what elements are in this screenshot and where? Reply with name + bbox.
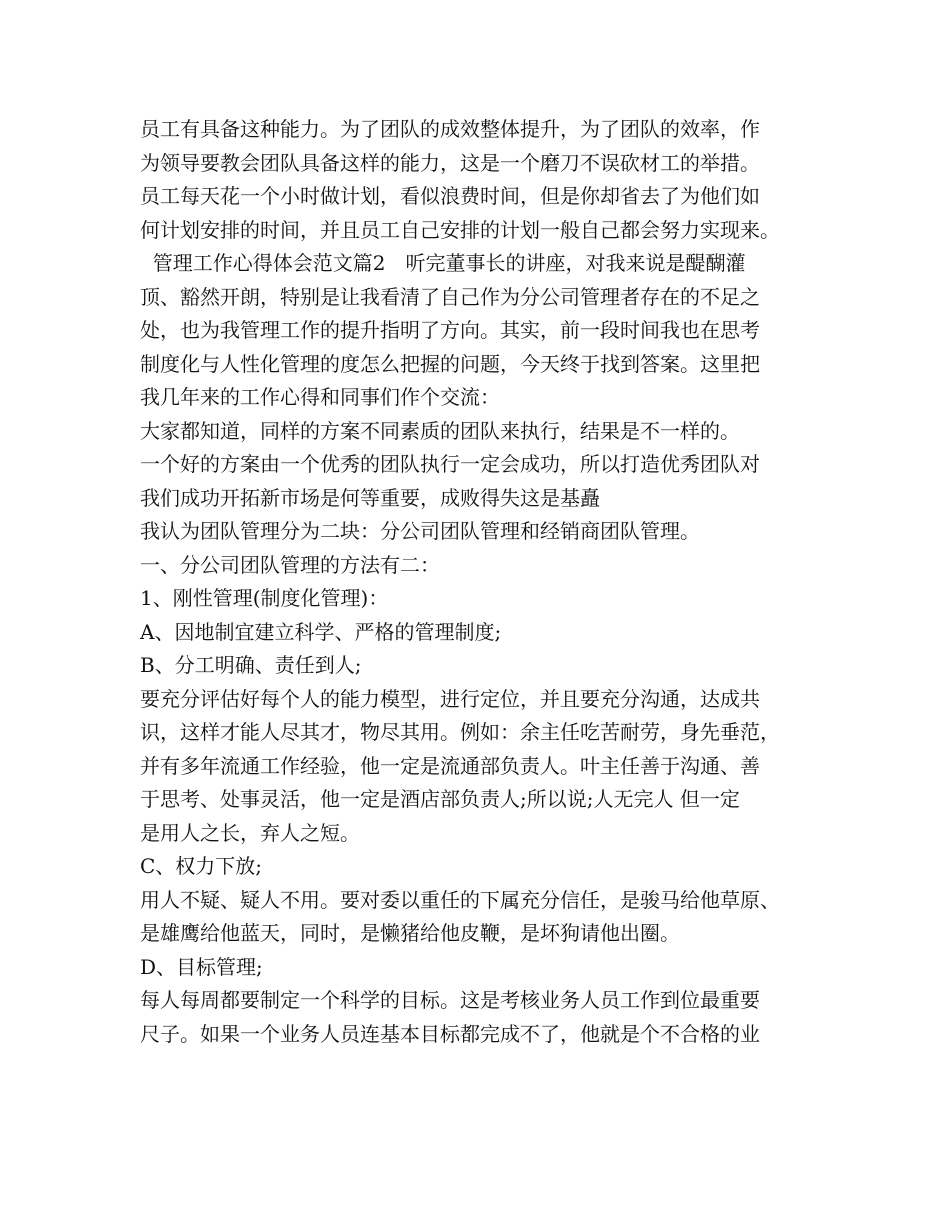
text-line: 为领导要教会团队具备这样的能力，这是一个磨刀不误砍材工的举措。 [140, 150, 760, 175]
text-line: D、目标管理; [140, 954, 263, 979]
text-line: 一、分公司团队管理的方法有二： [140, 552, 440, 577]
body-text [140, 113, 830, 1051]
text-line: 1、刚性管理(制度化管理)： [140, 586, 389, 610]
text-line: 员工有具备这种能力。为了团队的成效整体提升，为了团队的效率，作 [140, 117, 760, 141]
text-line: 处，也为我管理工作的提升指明了方向。其实，前一段时间我也在思考 [140, 318, 760, 342]
text-line: 是用人之长，弃人之短。 [140, 820, 360, 845]
text-line: 并有多年流通工作经验，他一定是流通部负责人。叶主任善于沟通、善 [140, 753, 760, 778]
text-line: 员工每天花一个小时做计划，看似浪费时间，但是你却省去了为他们如 [140, 184, 760, 208]
text-line: A、因地制宜建立科学、严格的管理制度; [140, 619, 502, 644]
text-line: 我几年来的工作心得和同事们作个交流： [140, 385, 500, 409]
text-line: 要充分评估好每个人的能力模型，进行定位，并且要充分沟通，达成共 [140, 686, 760, 711]
text-line: B、分工明确、责任到人; [140, 653, 362, 677]
text-line: C、权力下放; [140, 854, 263, 878]
text-line: 制度化与人性化管理的度怎么把握的问题，今天终于找到答案。这里把 [140, 351, 760, 376]
text-line: 一个好的方案由一个优秀的团队执行一定会成功，所以打造优秀团队对 [140, 452, 760, 476]
text-line: 于思考、处事灵活，他一定是酒店部负责人;所以说;人无完人 但一定 [140, 787, 740, 811]
text-line: 我们成功开拓新市场是何等重要，成败得失这是基矗 [140, 485, 600, 510]
text-line: 识，这样才能人尽其才，物尽其用。例如：余主任吃苦耐劳，身先垂范， [140, 720, 780, 744]
text-line: 大家都知道，同样的方案不同素质的团队来执行，结果是不一样的。 [140, 418, 740, 443]
text-line: 用人不疑、疑人不用。要对委以重任的下属充分信任，是骏马给他草原、 [140, 887, 780, 912]
text-line: 尺子。如果一个业务人员连基本目标都完成不了，他就是个不合格的业 [140, 1021, 760, 1046]
text-line: 管理工作心得体会范文篇2 听完董事长的讲座，对我来说是醍醐灌 [140, 251, 746, 275]
text-line: 是雄鹰给他蓝天，同时，是懒猪给他皮鞭，是坏狗请他出圈。 [140, 921, 680, 945]
text-line: 每人每周都要制定一个科学的目标。这是考核业务人员工作到位最重要 [140, 988, 760, 1012]
text-line: 何计划安排的时间，并且员工自己安排的计划一般自己都会努力实现来。 [140, 217, 780, 242]
text-line: 顶、豁然开朗，特别是让我看清了自己作为分公司管理者存在的不足之 [140, 284, 760, 309]
text-line: 我认为团队管理分为二块：分公司团队管理和经销商团队管理。 [140, 519, 700, 543]
